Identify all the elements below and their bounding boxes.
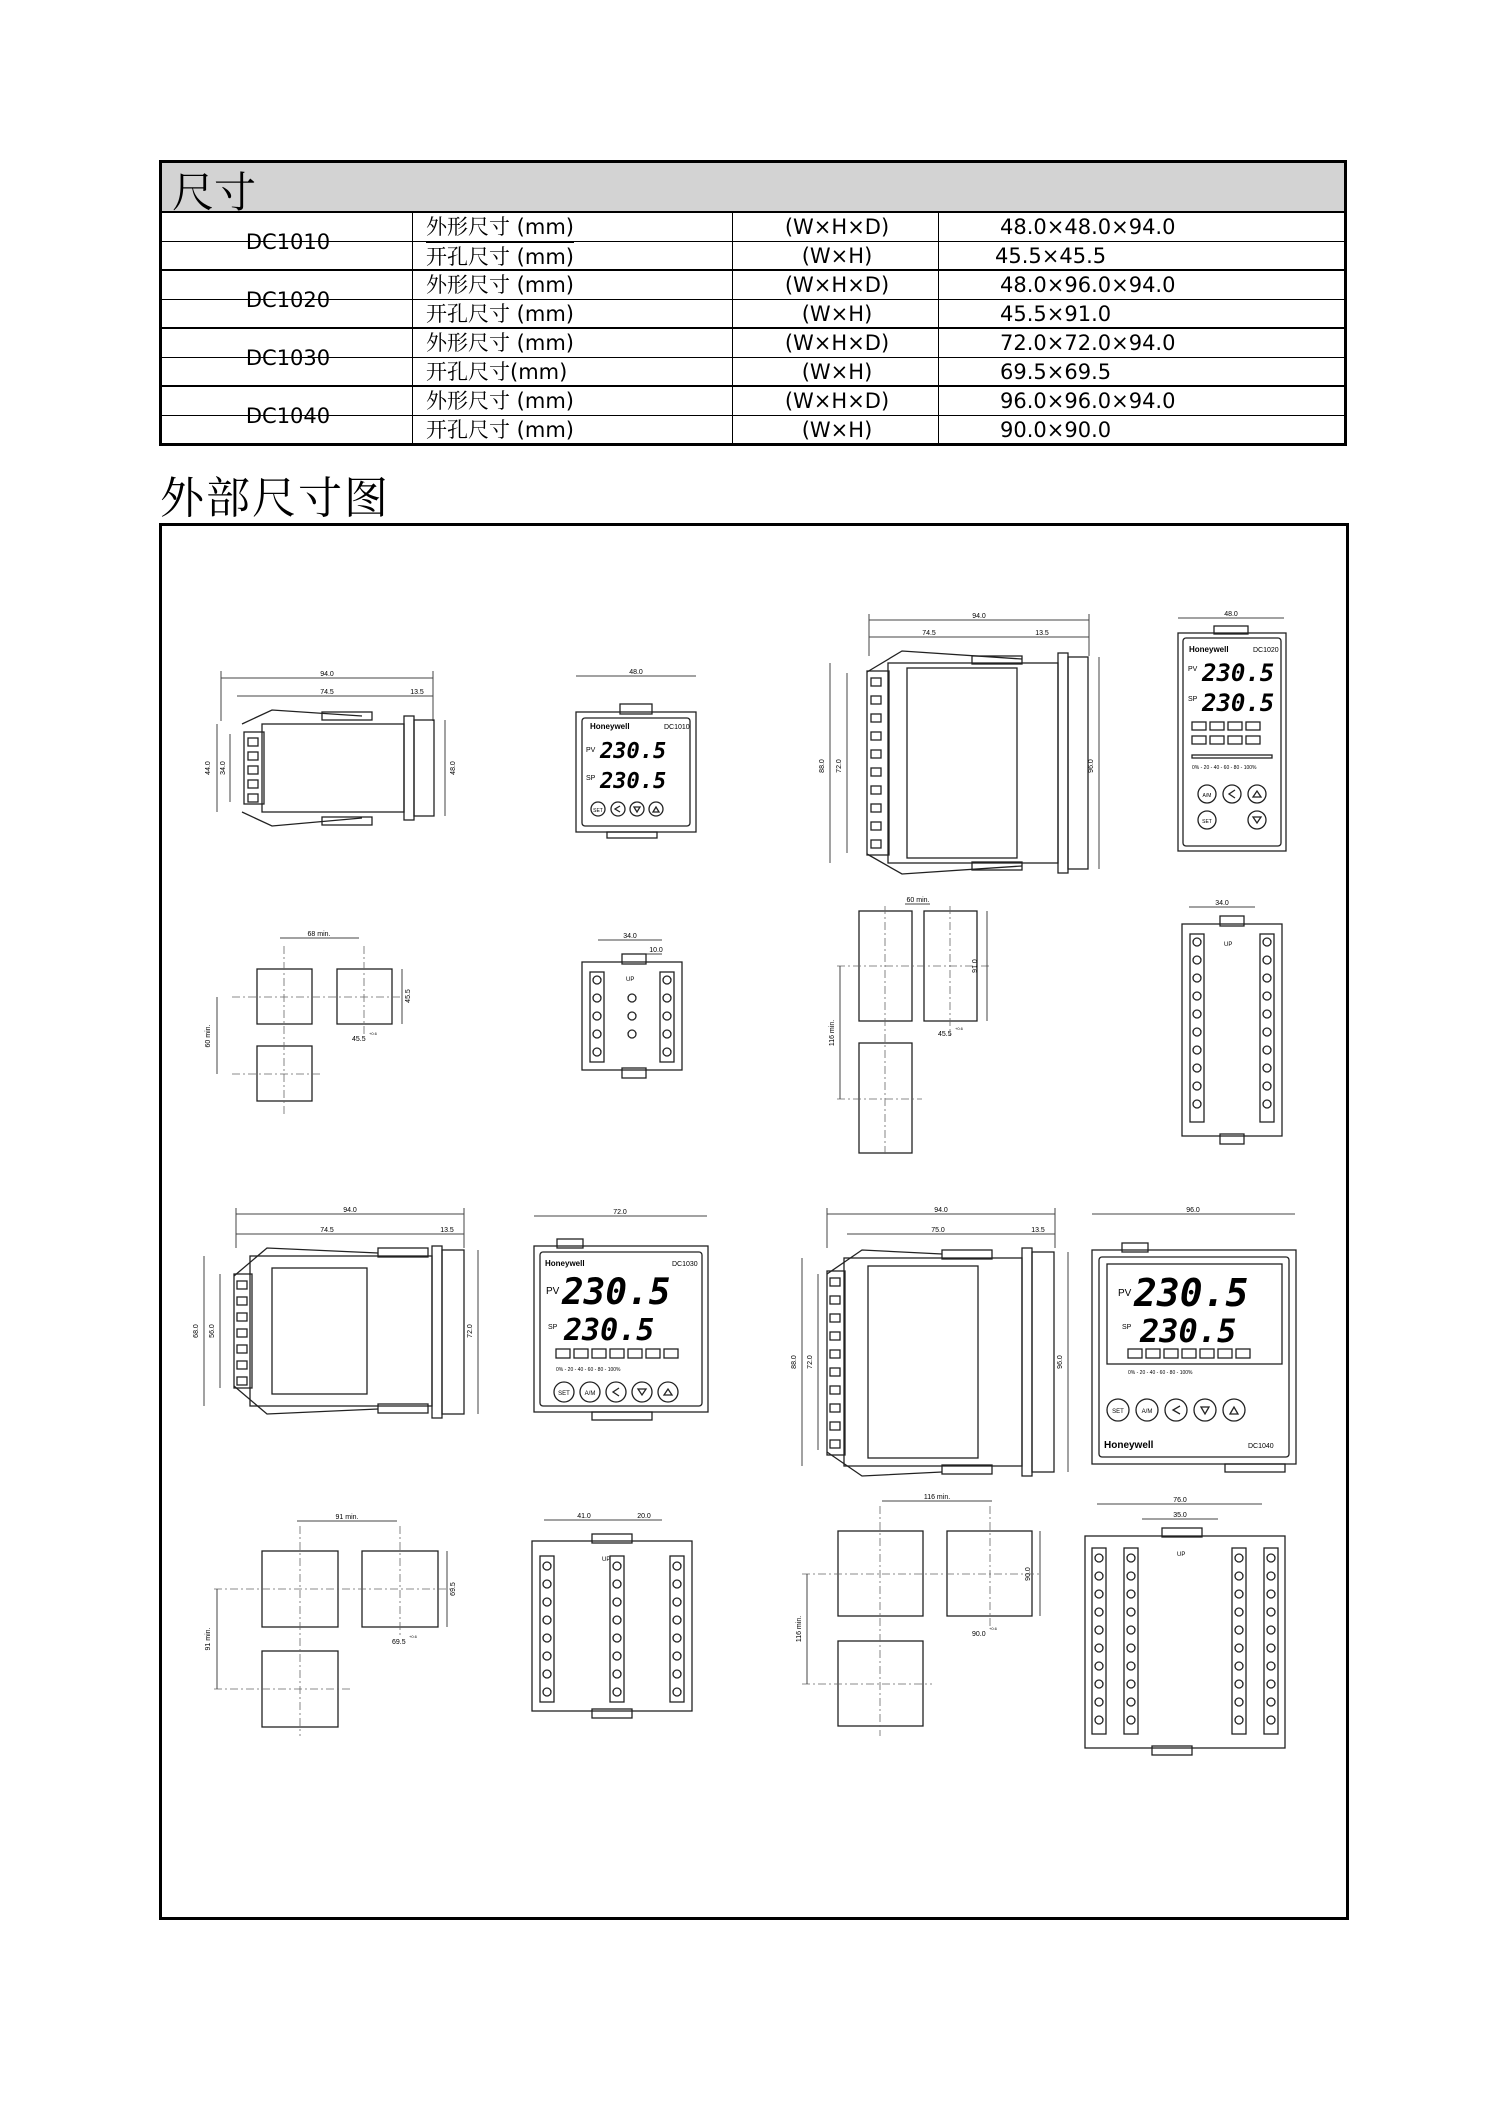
left-arrow-icon xyxy=(1229,790,1235,798)
up-arrow-icon xyxy=(1230,1407,1238,1414)
table-title: 尺寸 xyxy=(172,168,257,217)
left-arrow-icon xyxy=(613,1388,619,1396)
dim-label: 74.5 xyxy=(320,689,334,696)
pv-label: PV xyxy=(546,1286,560,1297)
dimension-format: (W×H) xyxy=(801,244,873,268)
dc1040-side-view xyxy=(791,1207,1068,1476)
dim-label: 41.0 xyxy=(577,1513,591,1520)
dc1010-panel-cutout xyxy=(205,931,412,1116)
brand-logo: Honeywell xyxy=(590,722,630,731)
dimension-label: 外形尺寸 (mm) xyxy=(426,273,574,297)
table-row xyxy=(162,300,1344,329)
tolerance-label: +0.6 xyxy=(409,1634,417,1639)
dim-label: 90.0 xyxy=(1025,1567,1032,1581)
model-label: DC1010 xyxy=(664,724,690,731)
dc1040-panel-cutout xyxy=(796,1494,1042,1736)
dim-label: 96.0 xyxy=(1186,1207,1200,1214)
dim-label: 69.5 xyxy=(450,1582,457,1596)
sp-label: SP xyxy=(1122,1324,1132,1331)
dim-label: 76.0 xyxy=(1173,1497,1187,1504)
dimension-value: 45.5×45.5 xyxy=(995,244,1107,268)
sp-label: SP xyxy=(1188,696,1198,703)
up-label: UP xyxy=(626,977,635,983)
dim-label: 69.5 xyxy=(392,1639,406,1646)
scale-label: 0% - 20 - 40 - 60 - 80 - 100% xyxy=(1128,1370,1193,1376)
dimension-format: (W×H×D) xyxy=(784,273,890,297)
tolerance-label: +0.6 xyxy=(369,1031,377,1036)
am-key: A/M xyxy=(1141,1409,1153,1415)
dim-label: 13.5 xyxy=(1035,630,1049,637)
dimension-label: 开孔尺寸 (mm) xyxy=(426,242,574,270)
terminal-pins xyxy=(830,1278,840,1448)
brand-logo: Honeywell xyxy=(545,1259,585,1268)
table-row xyxy=(162,329,1344,358)
dim-label: 60 min. xyxy=(906,897,930,904)
dim-label: 91 min. xyxy=(335,1514,359,1521)
dim-label: 13.5 xyxy=(410,689,424,696)
dc1010-side-view xyxy=(205,671,457,826)
dc1030-front-view xyxy=(534,1209,708,1420)
model-label: DC1040 xyxy=(1248,1443,1274,1450)
dim-label: 96.0 xyxy=(1088,759,1095,773)
scale-label: 0% - 20 - 40 - 60 - 80 - 100% xyxy=(556,1367,621,1373)
left-arrow-icon xyxy=(615,806,620,812)
dim-label: 94.0 xyxy=(934,1207,948,1214)
dim-label: 72.0 xyxy=(467,1324,474,1338)
dc1040-front-view xyxy=(1092,1207,1296,1472)
terminal-block xyxy=(1092,1548,1278,1734)
table-row xyxy=(162,213,1344,242)
dim-label: 91 min. xyxy=(205,1627,212,1651)
sp-label: SP xyxy=(548,1324,558,1331)
dc1010-front-view xyxy=(576,669,696,838)
dc1030-side-view xyxy=(193,1207,478,1418)
up-arrow-icon xyxy=(653,807,659,812)
pv-display: 230.5 xyxy=(600,739,667,764)
table-row xyxy=(162,358,1344,387)
dim-label: 116 min. xyxy=(796,1615,803,1643)
dim-label: 44.0 xyxy=(205,761,212,775)
dim-label: 35.0 xyxy=(1173,1512,1187,1519)
model-name: DC1030 xyxy=(245,346,331,370)
up-arrow-icon xyxy=(664,1389,672,1395)
tolerance-label: +0.6 xyxy=(989,1626,997,1631)
dim-label: 96.0 xyxy=(1057,1355,1064,1369)
dimension-label: 外形尺寸 (mm) xyxy=(426,331,574,355)
dimension-value: 90.0×90.0 xyxy=(1000,418,1112,442)
dimension-label: 外形尺寸 (mm) xyxy=(426,215,574,239)
down-arrow-icon xyxy=(1201,1407,1209,1414)
model-name: DC1040 xyxy=(245,404,331,428)
dim-label: 68.0 xyxy=(193,1324,200,1338)
dc1030-panel-cutout xyxy=(205,1514,457,1736)
table-row xyxy=(162,387,1344,416)
dim-label: 10.0 xyxy=(649,947,663,954)
dc1040-rear-view xyxy=(1085,1497,1285,1755)
dim-label: 90.0 xyxy=(972,1631,986,1638)
terminal-pins xyxy=(871,678,881,848)
indicator-keys xyxy=(1128,1349,1250,1358)
pv-label: PV xyxy=(586,747,596,754)
dimension-label: 开孔尺寸 (mm) xyxy=(426,418,574,442)
am-key: A/M xyxy=(584,1391,596,1397)
up-label: UP xyxy=(602,1557,611,1563)
dim-label: 45.5 xyxy=(405,989,412,1003)
table-row xyxy=(162,416,1344,445)
dimension-label: 外形尺寸 (mm) xyxy=(426,389,574,413)
sp-display: 230.5 xyxy=(1202,689,1275,717)
table-title-bar xyxy=(162,163,1344,217)
model-label: DC1020 xyxy=(1253,647,1279,654)
model-label: DC1030 xyxy=(672,1261,698,1268)
dim-label: 94.0 xyxy=(343,1207,357,1214)
down-arrow-icon xyxy=(1253,817,1261,823)
sp-display: 230.5 xyxy=(1140,1312,1237,1350)
terminal-pins xyxy=(248,738,258,802)
dimension-label: 开孔尺寸(mm) xyxy=(426,360,568,384)
dim-label: 88.0 xyxy=(791,1355,798,1369)
brand-logo: Honeywell xyxy=(1104,1440,1154,1451)
dim-label: 60 min. xyxy=(205,1024,212,1048)
sp-label: SP xyxy=(586,775,596,782)
indicator-keys xyxy=(1192,722,1260,744)
dimension-format: (W×H×D) xyxy=(784,331,890,355)
dimension-format: (W×H×D) xyxy=(784,215,890,239)
section-title: 外部尺寸图 xyxy=(160,473,390,524)
model-name: DC1010 xyxy=(245,230,331,254)
sp-display: 230.5 xyxy=(564,1313,655,1348)
dc1020-panel-cutout xyxy=(829,897,992,1156)
dc1020-front-view xyxy=(1178,611,1286,851)
down-arrow-icon xyxy=(634,807,640,812)
dimension-value: 96.0×96.0×94.0 xyxy=(1000,389,1176,413)
dimension-value: 48.0×48.0×94.0 xyxy=(1000,215,1176,239)
scale-label: 0% - 20 - 40 - 60 - 80 - 100% xyxy=(1192,765,1257,771)
dim-label: 88.0 xyxy=(819,759,826,773)
dim-label: 116 min. xyxy=(829,1019,836,1047)
left-arrow-icon xyxy=(1173,1406,1180,1414)
set-key: SET xyxy=(593,808,603,814)
set-key: SET xyxy=(1112,1409,1124,1415)
am-key: A/M xyxy=(1202,793,1212,799)
dim-label: 45.5 xyxy=(352,1036,366,1043)
dim-label: 94.0 xyxy=(320,671,334,678)
dim-label: 56.0 xyxy=(209,1324,216,1338)
dim-label: 68 min. xyxy=(307,931,331,938)
pv-label: PV xyxy=(1118,1288,1132,1299)
table-row xyxy=(162,271,1344,300)
dc1010-rear-view xyxy=(582,933,682,1078)
dim-label: 34.0 xyxy=(220,761,227,775)
dimension-drawings xyxy=(162,526,1346,1917)
pv-display: 230.5 xyxy=(562,1272,671,1313)
dim-label: 13.5 xyxy=(1031,1227,1045,1234)
down-arrow-icon xyxy=(638,1389,646,1395)
dimension-value: 45.5×91.0 xyxy=(1000,302,1112,326)
terminal-block xyxy=(1190,934,1274,1122)
dim-label: 48.0 xyxy=(1224,611,1238,618)
dim-label: 48.0 xyxy=(629,669,643,676)
pv-display: 230.5 xyxy=(1202,659,1275,687)
dc1020-rear-view xyxy=(1182,900,1282,1144)
dim-label: 20.0 xyxy=(637,1513,651,1520)
pv-label: PV xyxy=(1188,666,1198,673)
dim-label: 94.0 xyxy=(972,613,986,620)
brand-logo: Honeywell xyxy=(1189,645,1229,654)
dim-label: 13.5 xyxy=(440,1227,454,1234)
dim-label: 72.0 xyxy=(836,759,843,773)
dimension-value: 72.0×72.0×94.0 xyxy=(1000,331,1176,355)
terminal-block xyxy=(590,972,674,1062)
dim-label: 74.5 xyxy=(922,630,936,637)
dim-label: 72.0 xyxy=(807,1355,814,1369)
dim-label: 91.0 xyxy=(972,959,979,973)
dimension-format: (W×H×D) xyxy=(784,389,890,413)
up-label: UP xyxy=(1177,1552,1186,1558)
indicator-keys xyxy=(556,1349,678,1358)
dimension-value: 48.0×96.0×94.0 xyxy=(1000,273,1176,297)
dc1030-rear-view xyxy=(532,1513,692,1718)
dim-label: 34.0 xyxy=(623,933,637,940)
dim-label: 34.0 xyxy=(1215,900,1229,907)
dimension-table xyxy=(159,160,1347,446)
sp-display: 230.5 xyxy=(600,769,667,794)
dim-label: 72.0 xyxy=(613,1209,627,1216)
pv-display: 230.5 xyxy=(1134,1271,1249,1315)
dc1020-side-view xyxy=(819,613,1099,874)
dimension-label: 开孔尺寸 (mm) xyxy=(426,302,574,326)
dim-label: 116 min. xyxy=(923,1494,951,1501)
dimension-format: (W×H) xyxy=(801,360,873,384)
dimension-value: 69.5×69.5 xyxy=(1000,360,1112,384)
tolerance-label: +0.6 xyxy=(955,1026,963,1031)
dim-label: 74.5 xyxy=(320,1227,334,1234)
table-row xyxy=(162,242,1344,271)
set-key: SET xyxy=(1202,819,1212,825)
terminal-block xyxy=(540,1556,684,1702)
set-key: SET xyxy=(558,1391,570,1397)
model-name: DC1020 xyxy=(245,288,331,312)
drawing-frame xyxy=(159,523,1349,1920)
dimension-format: (W×H) xyxy=(801,302,873,326)
up-arrow-icon xyxy=(1253,791,1261,797)
dimension-format: (W×H) xyxy=(801,418,873,442)
terminal-pins xyxy=(237,1281,247,1385)
dim-label: 48.0 xyxy=(450,761,457,775)
up-label: UP xyxy=(1224,942,1233,948)
dim-label: 75.0 xyxy=(931,1227,945,1234)
dim-label: 45.5 xyxy=(938,1031,952,1038)
